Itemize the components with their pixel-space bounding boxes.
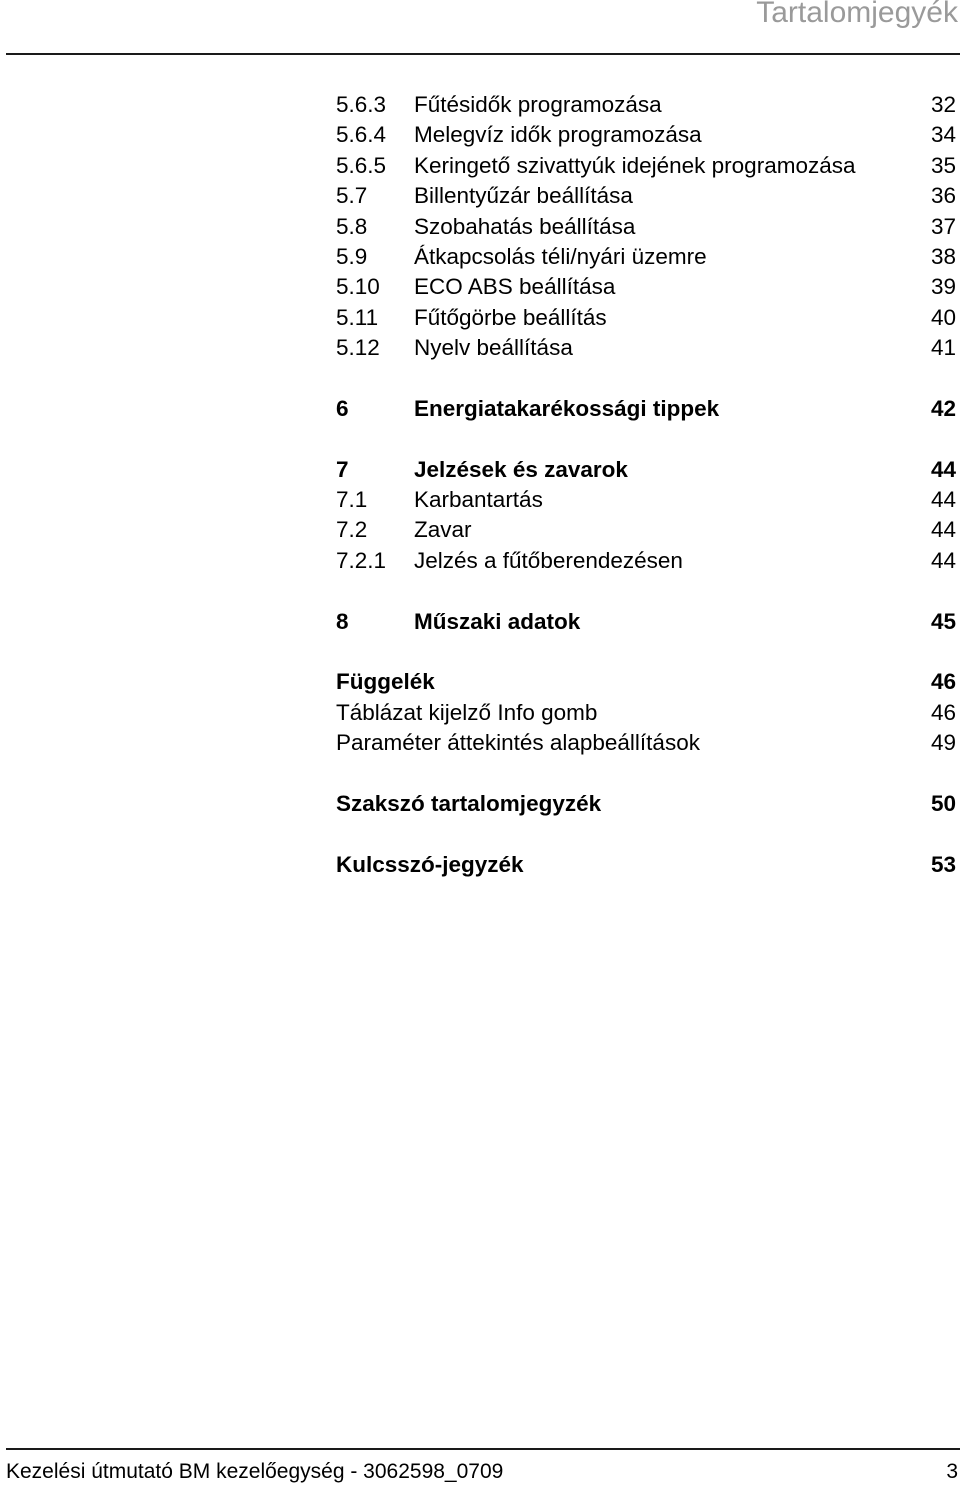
toc-entry-number: 5.6.4 xyxy=(336,122,387,148)
toc-entry-title: Fűtőgörbe beállítás xyxy=(414,304,607,330)
toc-entry-page: 45 xyxy=(930,608,956,634)
toc-entry-title: Melegvíz idők programozása xyxy=(414,122,702,148)
toc-entry-page: 53 xyxy=(930,851,956,877)
toc-entry-number: 5.10 xyxy=(336,274,380,300)
toc-entry-page: 50 xyxy=(930,790,956,816)
toc-entry-page: 42 xyxy=(930,395,956,421)
toc-entry-title: Kulcsszó-jegyzék xyxy=(336,851,524,877)
footer-divider xyxy=(6,1448,960,1450)
toc-entry-page: 32 xyxy=(930,92,956,117)
toc-entry-number: 8 xyxy=(336,608,349,634)
toc-entry[interactable] xyxy=(336,333,956,363)
toc-entry-page: 49 xyxy=(930,730,956,756)
toc-entry[interactable] xyxy=(336,242,956,272)
toc-entry-page: 41 xyxy=(930,335,956,361)
toc-entry-number: 5.8 xyxy=(336,213,368,239)
toc-entry-number: 7.2.1 xyxy=(336,547,387,573)
toc-entry-number: 5.12 xyxy=(336,335,380,361)
toc-entry-number: 7.1 xyxy=(336,487,368,513)
toc-entry-title: Keringető szivattyúk idejének programozása xyxy=(414,152,856,178)
toc-entry[interactable] xyxy=(336,728,956,758)
toc-entry-title: Fűtésidők programozása xyxy=(414,92,662,117)
toc-entry-number: 5.7 xyxy=(336,183,368,209)
toc-entry-number: 7 xyxy=(336,456,349,482)
toc-entry[interactable] xyxy=(336,181,956,211)
toc-entry[interactable] xyxy=(336,394,956,424)
header-divider xyxy=(6,53,960,55)
toc-entry[interactable] xyxy=(336,485,956,515)
toc-entry-title: Műszaki adatok xyxy=(414,608,581,634)
toc-entry-title: Jelzések és zavarok xyxy=(414,456,628,482)
toc-entry[interactable] xyxy=(336,212,956,242)
toc-entry-number: 7.2 xyxy=(336,517,368,543)
toc-entry-title: Szobahatás beállítása xyxy=(414,213,636,239)
toc-entry-title: Jelzés a fűtőberendezésen xyxy=(414,547,683,573)
toc-entry-title: ECO ABS beállítása xyxy=(414,274,616,300)
toc-entry[interactable] xyxy=(336,698,956,728)
toc-entry-number: 5.9 xyxy=(336,243,368,269)
toc-entry[interactable] xyxy=(336,303,956,333)
toc-entry[interactable] xyxy=(336,667,956,697)
toc-entry[interactable] xyxy=(336,607,956,637)
toc-entry-page: 44 xyxy=(930,487,956,513)
toc-entry-page: 39 xyxy=(930,274,956,300)
toc-entry[interactable] xyxy=(336,455,956,485)
toc-entry[interactable] xyxy=(336,151,956,181)
toc-entry-page: 44 xyxy=(930,517,956,543)
toc-entry-number: 6 xyxy=(336,395,349,421)
toc-entry[interactable] xyxy=(336,546,956,576)
toc-entry-page: 35 xyxy=(930,152,956,178)
toc-entry-page: 36 xyxy=(930,183,956,209)
toc-entry-title: Zavar xyxy=(414,517,472,543)
toc-entry-page: 38 xyxy=(930,243,956,269)
toc-entry-title: Átkapcsolás téli/nyári üzemre xyxy=(414,243,707,269)
toc-entry-page: 37 xyxy=(930,213,956,239)
toc-entry-title: Paraméter áttekintés alapbeállítások xyxy=(336,730,700,756)
toc-entry[interactable] xyxy=(336,850,956,880)
toc-entry[interactable] xyxy=(336,789,956,819)
toc-entry-title: Karbantartás xyxy=(414,487,543,513)
toc-entry[interactable] xyxy=(336,90,956,120)
toc-entry-number: 5.6.5 xyxy=(336,152,387,178)
page-title: Tartalomjegyék xyxy=(756,0,958,29)
toc-entry-title: Billentyűzár beállítása xyxy=(414,183,633,209)
toc-entry[interactable] xyxy=(336,515,956,545)
toc-entry-page: 44 xyxy=(930,456,956,482)
toc-entry[interactable] xyxy=(336,120,956,150)
toc-entry-title: Táblázat kijelző Info gomb xyxy=(336,699,598,725)
toc-entry[interactable] xyxy=(336,272,956,302)
toc-entry-title: Szakszó tartalomjegyzék xyxy=(336,790,602,816)
footer-page-number: 3 xyxy=(946,1460,958,1483)
toc-entry-title: Nyelv beállítása xyxy=(414,335,573,361)
toc-entry-number: 5.6.3 xyxy=(336,92,387,117)
toc-entry-page: 40 xyxy=(930,304,956,330)
toc-entry-page: 34 xyxy=(930,122,956,148)
toc-entry-page: 46 xyxy=(930,669,956,695)
footer-document-title: Kezelési útmutató BM kezelőegység - 3062598_0709 xyxy=(6,1460,504,1483)
toc-entry-title: Függelék xyxy=(336,669,435,695)
toc-entry-title: Energiatakarékossági tippek xyxy=(414,395,720,421)
toc-entry-number: 5.11 xyxy=(336,304,379,330)
toc-entry-page: 46 xyxy=(930,699,956,725)
table-of-contents xyxy=(336,90,956,880)
toc-entry-page: 44 xyxy=(930,547,956,573)
